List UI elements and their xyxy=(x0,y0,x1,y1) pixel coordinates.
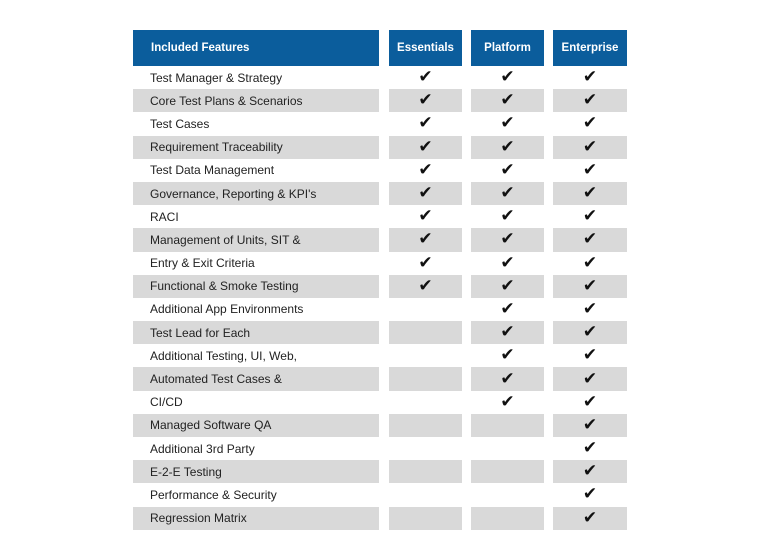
check-icon: ✔ xyxy=(500,206,515,227)
feature-label: Functional & Smoke Testing xyxy=(133,275,379,298)
feature-label: Performance & Security xyxy=(133,483,379,506)
platform-cell xyxy=(471,367,544,390)
feature-label: CI/CD xyxy=(133,391,379,414)
check-icon: ✔ xyxy=(418,67,433,88)
feature-label: Additional Testing, UI, Web, xyxy=(133,344,379,367)
platform-cell xyxy=(471,89,544,112)
feature-label: Management of Units, SIT & xyxy=(133,228,379,251)
essentials-cell xyxy=(389,460,462,483)
platform-cell xyxy=(471,391,544,414)
check-icon: ✔ xyxy=(500,391,515,412)
enterprise-cell xyxy=(553,228,627,251)
check-icon: ✔ xyxy=(418,113,433,134)
check-icon: ✔ xyxy=(582,438,598,459)
feature-label: Additional 3rd Party xyxy=(133,437,379,460)
essentials-cell xyxy=(389,136,462,159)
feature-label: Additional App Environments xyxy=(133,298,379,321)
essentials-cell xyxy=(389,66,462,89)
essentials-cell xyxy=(389,414,462,437)
enterprise-cell xyxy=(553,252,627,275)
platform-cell xyxy=(471,182,544,205)
platform-column xyxy=(471,30,544,530)
check-icon: ✔ xyxy=(418,275,433,296)
enterprise-cell xyxy=(553,367,627,390)
feature-label: Regression Matrix xyxy=(133,507,379,530)
check-icon: ✔ xyxy=(582,484,598,505)
enterprise-cell xyxy=(553,112,627,135)
check-icon: ✔ xyxy=(500,90,515,111)
feature-label: RACI xyxy=(133,205,379,228)
check-icon: ✔ xyxy=(418,136,433,157)
enterprise-cell xyxy=(553,275,627,298)
essentials-column xyxy=(389,30,462,530)
enterprise-cell xyxy=(553,414,627,437)
platform-cell xyxy=(471,483,544,506)
features-column-body xyxy=(133,66,379,530)
enterprise-cell xyxy=(553,391,627,414)
check-icon: ✔ xyxy=(500,113,515,134)
feature-label: Test Cases xyxy=(133,112,379,135)
enterprise-cell xyxy=(553,182,627,205)
check-icon: ✔ xyxy=(582,414,598,435)
check-icon: ✔ xyxy=(418,159,433,180)
feature-label: Managed Software QA xyxy=(133,414,379,437)
enterprise-cell xyxy=(553,89,627,112)
check-icon: ✔ xyxy=(500,345,515,366)
check-icon: ✔ xyxy=(418,183,433,204)
essentials-cell xyxy=(389,344,462,367)
platform-cell xyxy=(471,321,544,344)
essentials-cell xyxy=(389,507,462,530)
check-icon: ✔ xyxy=(582,345,598,366)
feature-label: Test Manager & Strategy xyxy=(133,66,379,89)
enterprise-column-body xyxy=(553,66,627,530)
essentials-cell xyxy=(389,298,462,321)
check-icon: ✔ xyxy=(582,461,598,482)
platform-header: Platform xyxy=(471,30,544,66)
platform-cell xyxy=(471,460,544,483)
feature-label: Core Test Plans & Scenarios xyxy=(133,89,379,112)
platform-cell xyxy=(471,252,544,275)
check-icon: ✔ xyxy=(500,252,515,273)
check-icon: ✔ xyxy=(582,368,598,389)
feature-label: Governance, Reporting & KPI's xyxy=(133,182,379,205)
check-icon: ✔ xyxy=(582,206,598,227)
essentials-cell xyxy=(389,321,462,344)
essentials-cell xyxy=(389,252,462,275)
check-icon: ✔ xyxy=(582,322,598,343)
check-icon: ✔ xyxy=(500,159,515,180)
feature-label: Requirement Traceability xyxy=(133,136,379,159)
check-icon: ✔ xyxy=(582,507,598,528)
check-icon: ✔ xyxy=(582,113,598,134)
platform-cell xyxy=(471,136,544,159)
platform-cell xyxy=(471,275,544,298)
platform-cell xyxy=(471,159,544,182)
check-icon: ✔ xyxy=(500,136,515,157)
platform-cell xyxy=(471,228,544,251)
check-icon: ✔ xyxy=(500,322,515,343)
enterprise-cell xyxy=(553,321,627,344)
check-icon: ✔ xyxy=(500,298,515,319)
feature-label: E-2-E Testing xyxy=(133,460,379,483)
check-icon: ✔ xyxy=(582,67,598,88)
check-icon: ✔ xyxy=(418,206,433,227)
enterprise-cell xyxy=(553,205,627,228)
check-icon: ✔ xyxy=(582,229,598,250)
check-icon: ✔ xyxy=(582,298,598,319)
check-icon: ✔ xyxy=(500,229,515,250)
enterprise-cell xyxy=(553,159,627,182)
feature-label: Test Lead for Each xyxy=(133,321,379,344)
enterprise-cell xyxy=(553,437,627,460)
platform-cell xyxy=(471,437,544,460)
check-icon: ✔ xyxy=(500,183,515,204)
check-icon: ✔ xyxy=(418,229,433,250)
platform-cell xyxy=(471,414,544,437)
essentials-cell xyxy=(389,182,462,205)
essentials-cell xyxy=(389,112,462,135)
platform-cell xyxy=(471,298,544,321)
essentials-cell xyxy=(389,275,462,298)
check-icon: ✔ xyxy=(582,136,598,157)
enterprise-cell xyxy=(553,298,627,321)
essentials-column-body xyxy=(389,66,462,530)
check-icon: ✔ xyxy=(582,275,598,296)
essentials-cell xyxy=(389,228,462,251)
essentials-cell xyxy=(389,437,462,460)
platform-cell xyxy=(471,507,544,530)
platform-cell xyxy=(471,112,544,135)
platform-cell xyxy=(471,205,544,228)
essentials-cell xyxy=(389,205,462,228)
enterprise-cell xyxy=(553,136,627,159)
enterprise-header: Enterprise xyxy=(553,30,627,66)
enterprise-cell xyxy=(553,483,627,506)
feature-label: Entry & Exit Criteria xyxy=(133,252,379,275)
enterprise-column xyxy=(553,30,627,530)
enterprise-cell xyxy=(553,460,627,483)
check-icon: ✔ xyxy=(418,252,433,273)
check-icon: ✔ xyxy=(500,275,515,296)
essentials-cell xyxy=(389,367,462,390)
check-icon: ✔ xyxy=(582,159,598,180)
check-icon: ✔ xyxy=(582,252,598,273)
enterprise-cell xyxy=(553,507,627,530)
enterprise-cell xyxy=(553,66,627,89)
check-icon: ✔ xyxy=(500,368,515,389)
platform-cell xyxy=(471,344,544,367)
essentials-header: Essentials xyxy=(389,30,462,66)
check-icon: ✔ xyxy=(418,90,433,111)
check-icon: ✔ xyxy=(582,391,598,412)
features-column xyxy=(133,30,379,530)
check-icon: ✔ xyxy=(500,67,515,88)
check-icon: ✔ xyxy=(582,183,598,204)
enterprise-cell xyxy=(553,344,627,367)
platform-cell xyxy=(471,66,544,89)
features-header: Included Features xyxy=(133,30,379,66)
essentials-cell xyxy=(389,483,462,506)
check-icon: ✔ xyxy=(582,90,598,111)
essentials-cell xyxy=(389,391,462,414)
feature-label: Automated Test Cases & xyxy=(133,367,379,390)
feature-label: Test Data Management xyxy=(133,159,379,182)
platform-column-body xyxy=(471,66,544,530)
essentials-cell xyxy=(389,89,462,112)
essentials-cell xyxy=(389,159,462,182)
